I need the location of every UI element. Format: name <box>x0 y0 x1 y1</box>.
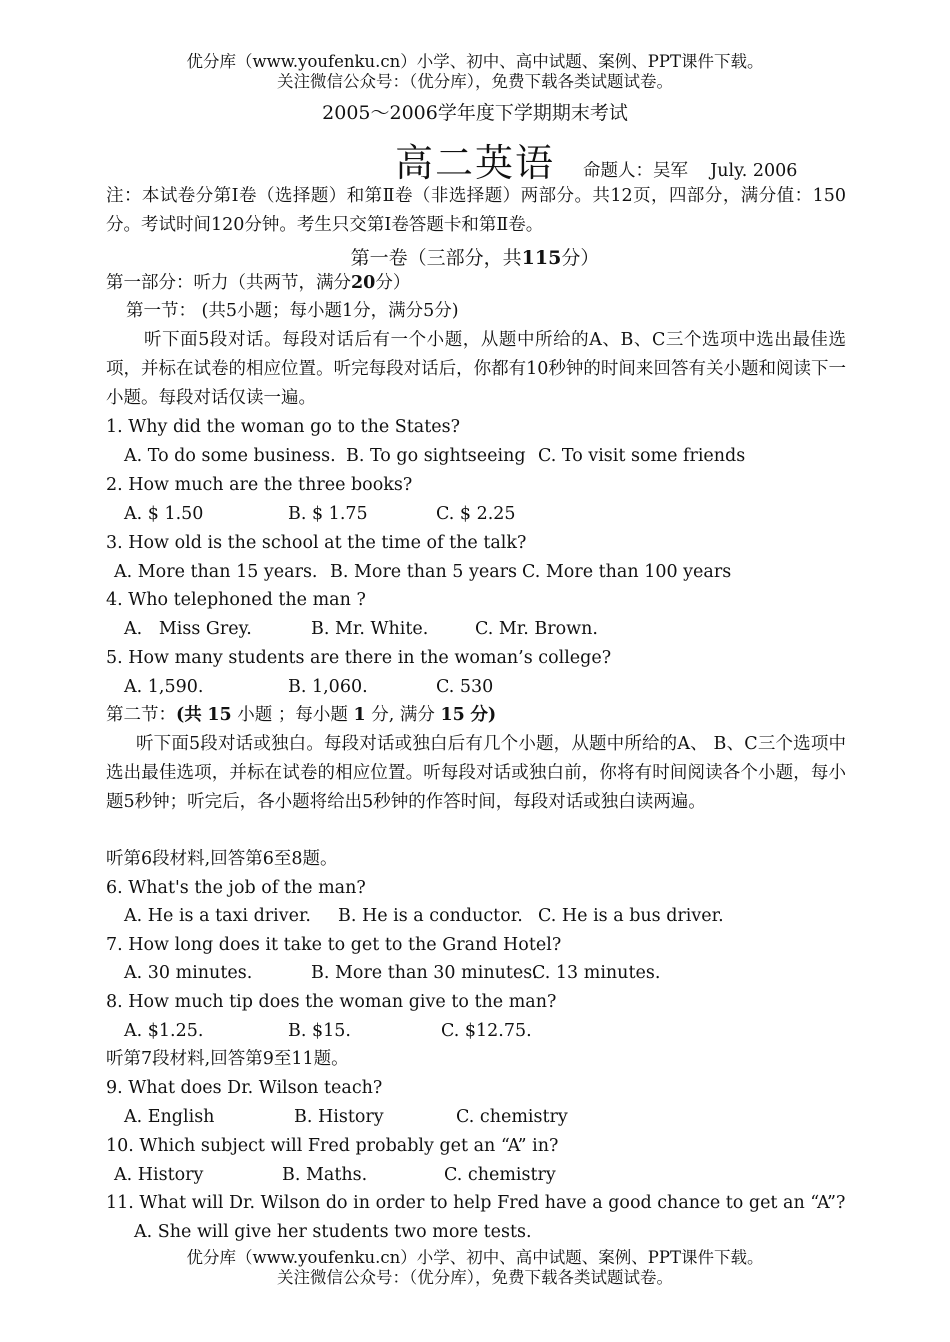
volume-title <box>0 243 950 270</box>
option-1c: C. To visit some friends <box>538 446 746 466</box>
section2-heading <box>106 704 496 726</box>
section2-heading-b: (共 <box>176 705 202 725</box>
section2-heading-g: 满分 <box>399 705 435 725</box>
question-7: 7. How long does it take to get to the Grand Hotel? <box>106 935 562 955</box>
section2-heading-count: 15 <box>207 705 232 725</box>
question-11: 11. What will Dr. Wilson do in order to help Fred have a good chance to get an “A”? <box>106 1193 846 1213</box>
option-10c: C. chemistry <box>444 1165 556 1185</box>
exam-note: 注：本试卷分第Ⅰ卷（选择题）和第Ⅱ卷（非选择题）两部分。共12页，四部分，满分值：150分。考试时间120分钟。考生只交第Ⅰ卷答题卡和第Ⅱ卷。 <box>106 186 846 235</box>
exam-title: 高二英语 <box>395 141 556 185</box>
title-row <box>395 132 797 187</box>
section1-heading: 第一节： (共5小题；每小题1分，满分5分) <box>126 301 459 321</box>
section2-instructions: 听下面5段对话或独白。每段对话或独白后有几个小题，从题中所给的A、 B、C三个选项中选出最佳选项，并标在试卷的相应位置。听每段对话或独白前，你将有时间阅读各个小题，每小题5秒钟；听完后，各小题将给出5秒钟的作答时间，每段对话或独白读两遍。 <box>106 734 846 812</box>
exam-author: 命题人：吴军 July. 2006 <box>583 161 798 181</box>
option-3c: C. More than 100 years <box>522 562 732 582</box>
volume-title-a: 第一卷（三部分，共 <box>350 247 522 269</box>
option-8b: B. $15. <box>288 1021 351 1041</box>
question-9: 9. What does Dr. Wilson teach? <box>106 1078 383 1098</box>
section2-heading-i: 分) <box>470 705 497 725</box>
header-line-2: 关注微信公众号：（优分库），免费下载各类试题试卷。 <box>277 72 673 91</box>
section2-heading-d: 小题 ；每小题 <box>237 705 348 725</box>
part1-heading-c: 分） <box>375 273 411 293</box>
option-9c: C. chemistry <box>456 1107 568 1127</box>
option-1a: A. To do some business. <box>124 446 336 466</box>
question-1: 1. Why did the woman go to the States? <box>106 417 460 437</box>
material-6-heading: 听第6段材料,回答第6至8题。 <box>106 849 338 869</box>
option-4a: A. Miss Grey. <box>124 619 252 639</box>
question-5: 5. How many students are there in the woman’s college? <box>106 648 612 668</box>
option-9a: A. English <box>124 1107 215 1127</box>
part1-heading-score: 20 <box>351 273 376 293</box>
option-7c: C. 13 minutes. <box>532 963 661 983</box>
option-1b: B. To go sightseeing <box>346 446 526 466</box>
option-6a: A. He is a taxi driver. <box>124 906 311 926</box>
option-6c: C. He is a bus driver. <box>538 906 724 926</box>
option-3b: B. More than 5 years <box>330 562 518 582</box>
option-10b: B. Maths. <box>282 1165 368 1185</box>
option-7b: B. More than 30 minutes. <box>311 963 538 983</box>
option-11a: A. She will give her students two more tests. <box>134 1222 532 1242</box>
part1-heading-a: 第一部分：听力（共两节，满分 <box>106 273 351 293</box>
section2-heading-total: 15 <box>440 705 465 725</box>
question-8: 8. How much tip does the woman give to the man? <box>106 992 557 1012</box>
option-3a: A. More than 15 years. <box>114 562 318 582</box>
header-line-1: 优分库（www.youfenku.cn）小学、初中、高中试题、案例、PPT课件下载。 <box>186 52 764 71</box>
volume-title-c: 分） <box>561 247 600 269</box>
option-5c: C. 530 <box>436 677 494 697</box>
material-7-heading: 听第7段材料,回答第9至11题。 <box>106 1049 349 1069</box>
footer-line-1: 优分库（www.youfenku.cn）小学、初中、高中试题、案例、PPT课件下载。 <box>186 1248 764 1267</box>
option-5b: B. 1,060. <box>288 677 368 697</box>
option-5a: A. 1,590. <box>124 677 204 697</box>
section2-heading-a: 第二节： <box>106 705 176 725</box>
option-6b: B. He is a conductor. <box>338 906 523 926</box>
option-2a: A. $ 1.50 <box>124 504 204 524</box>
option-7a: A. 30 minutes. <box>124 963 253 983</box>
question-10: 10. Which subject will Fred probably get an “A” in? <box>106 1136 559 1156</box>
option-8a: A. $1.25. <box>124 1021 204 1041</box>
option-9b: B. History <box>294 1107 384 1127</box>
volume-title-score: 115 <box>521 247 562 269</box>
section1-instructions: 听下面5段对话。每段对话后有一个小题，从题中所给的A、B、C三个选项中选出最佳选项，并标在试卷的相应位置。听完每段对话后，你都有10秒钟的时间来回答有关小题和阅读下一小题。每段对话仅读一遍。 <box>106 330 846 408</box>
option-2b: B. $ 1.75 <box>288 504 368 524</box>
question-2: 2. How much are the three books? <box>106 475 413 495</box>
question-4: 4. Who telephoned the man ? <box>106 590 366 610</box>
footer-line-2: 关注微信公众号：（优分库），免费下载各类试题试卷。 <box>277 1268 673 1287</box>
option-4b: B. Mr. White. <box>311 619 429 639</box>
section2-heading-each: 1 <box>353 705 366 725</box>
question-3: 3. How old is the school at the time of the talk? <box>106 533 527 553</box>
exam-year-line: 2005～2006学年度下学期期末考试 <box>322 102 628 124</box>
option-10a: A. History <box>114 1165 204 1185</box>
option-4c: C. Mr. Brown. <box>475 619 598 639</box>
option-8c: C. $12.75. <box>441 1021 532 1041</box>
question-6: 6. What's the job of the man? <box>106 878 366 898</box>
option-2c: C. $ 2.25 <box>436 504 516 524</box>
part1-heading <box>106 272 410 294</box>
section2-heading-f: 分, <box>371 705 395 725</box>
